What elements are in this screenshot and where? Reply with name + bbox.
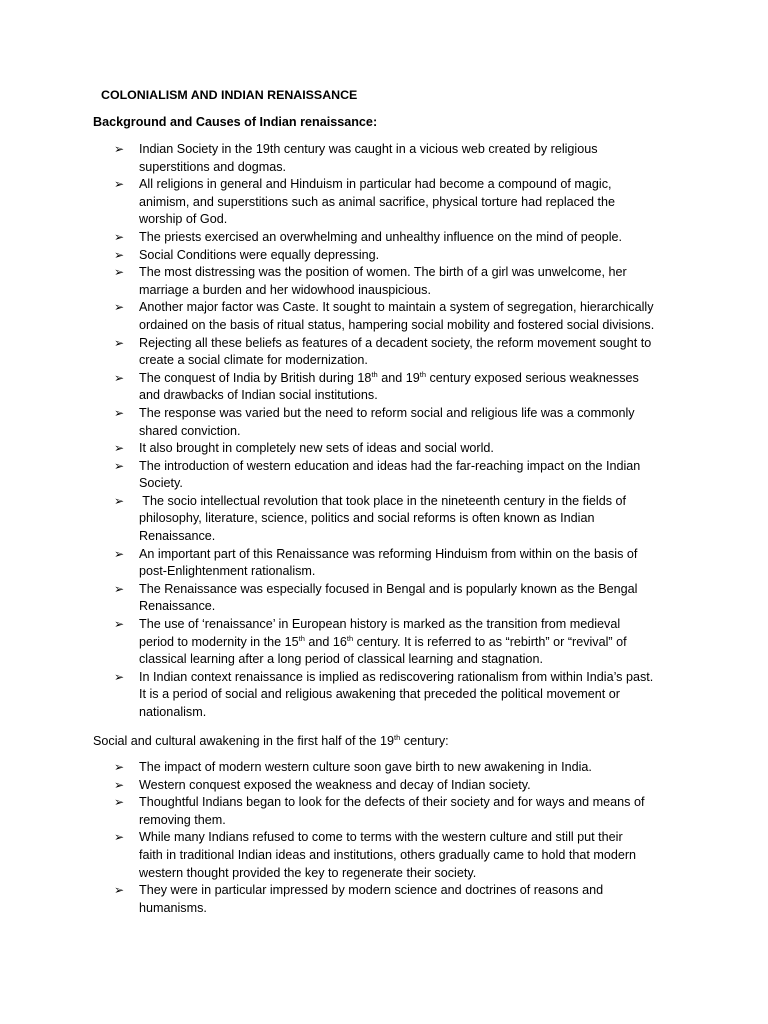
list-item: ➢ The Renaissance was especially focused in Bengal and is popularly known as the Bengal Renaissance.	[114, 581, 638, 614]
arrow-bullet-icon: ➢	[114, 669, 125, 684]
arrow-bullet-icon: ➢	[114, 617, 125, 632]
list-item: ➢ The conquest of India by British during 18th and 19th century exposed serious weaknesses and drawbacks of Indian social institutions.	[114, 369, 639, 403]
arrow-bullet-icon: ➢	[114, 370, 125, 385]
arrow-bullet-icon: ➢	[114, 335, 125, 350]
list-item: ➢ The priests exercised an overwhelming and unhealthy influence on the mind of people.	[0, 229, 700, 247]
list-item: ➢ The socio intellectual revolution that took place in the nineteenth century in the fields of philosophy, literature, science, politics and social reforms is often known as Indian Renaissance.	[114, 493, 627, 544]
list-item: ➢ The response was varied but the need to reform social and religious life was a commonly shared conviction.	[114, 405, 635, 438]
list-item: ➢ Western conquest exposed the weakness and decay of Indian society.	[0, 777, 700, 795]
arrow-bullet-icon: ➢	[114, 405, 125, 420]
arrow-bullet-icon: ➢	[114, 760, 125, 774]
document-title: COLONIALISM AND INDIAN RENAISSANCE	[101, 88, 358, 102]
arrow-bullet-icon: ➢	[114, 229, 125, 244]
list-item: ➢ The most distressing was the position of women. The birth of a girl was unwelcome, her marriage a burden and her widowhood inauspicious.	[114, 265, 627, 297]
list-item: ➢ While many Indians refused to come to terms with the western culture and still put their faith in traditional Indian ideas and institutions, others gradually came to hold that modern western thought provided the key to regenerate their society.	[114, 830, 637, 880]
list-item: ➢ Rejecting all these beliefs as features of a decadent society, the reform movement sought to create a social climate for modernization.	[114, 335, 652, 368]
arrow-bullet-icon: ➢	[114, 142, 125, 156]
section-heading: Background and Causes of Indian renaissance:	[93, 115, 378, 129]
list-item: ➢ An important part of this Renaissance was reforming Hinduism from within on the basis of post-Enlightenment rationalism.	[114, 546, 638, 579]
list-item: ➢ Indian Society in the 19th century was caught in a vicious web created by religious superstitions and dogmas.	[114, 142, 598, 174]
list-item: ➢ It also brought in completely new sets of ideas and social world.	[0, 440, 700, 458]
arrow-bullet-icon: ➢	[114, 883, 125, 898]
list-item: ➢ The impact of modern western culture soon gave birth to new awakening in India.	[0, 759, 700, 777]
arrow-bullet-icon: ➢	[114, 581, 125, 596]
arrow-bullet-icon: ➢	[114, 265, 125, 280]
list-item: ➢ Thoughtful Indians began to look for the defects of their society and for ways and means of removing them.	[114, 795, 645, 827]
list-item: ➢ The introduction of western education and ideas had the far-reaching impact on the Indian Society.	[114, 458, 641, 491]
arrow-bullet-icon: ➢	[114, 247, 125, 262]
social-awakening-list	[0, 759, 700, 917]
list-item: ➢ They were in particular impressed by modern science and doctrines of reasons and humanisms.	[114, 883, 604, 915]
background-causes-list	[0, 141, 700, 722]
arrow-bullet-icon: ➢	[114, 441, 125, 456]
arrow-bullet-icon: ➢	[114, 300, 125, 315]
list-item: ➢ All religions in general and Hinduism in particular had become a compound of magic, animism, and superstitions such as animal sacrifice, physical torture had replaced the worship of God.	[114, 177, 615, 227]
arrow-bullet-icon: ➢	[114, 830, 125, 845]
arrow-bullet-icon: ➢	[114, 458, 125, 473]
arrow-bullet-icon: ➢	[114, 177, 125, 192]
list-item: ➢ In Indian context renaissance is implied as rediscovering rationalism from within India’s past. It is a period of social and religious awakening that preceded the political movement or nationalism.	[114, 669, 654, 719]
arrow-bullet-icon: ➢	[114, 795, 125, 810]
arrow-bullet-icon: ➢	[114, 546, 125, 561]
list-item: ➢ The use of ‘renaissance’ in European history is marked as the transition from medieval period to modernity in the 15th and 16th century. It is referred to as “rebirth” or “revival” of classical learning after a long period of classical learning and stagnation.	[114, 617, 627, 667]
section-subheading: Social and cultural awakening in the first half of the 19th century:	[93, 732, 449, 748]
arrow-bullet-icon: ➢	[114, 493, 125, 508]
arrow-bullet-icon: ➢	[114, 777, 125, 792]
list-item: ➢ Another major factor was Caste. It sought to maintain a system of segregation, hierarchically ordained on the basis of ritual status, hampering social mobility and fostered social divisions.	[114, 300, 655, 332]
list-item: ➢ Social Conditions were equally depressing.	[0, 247, 700, 265]
